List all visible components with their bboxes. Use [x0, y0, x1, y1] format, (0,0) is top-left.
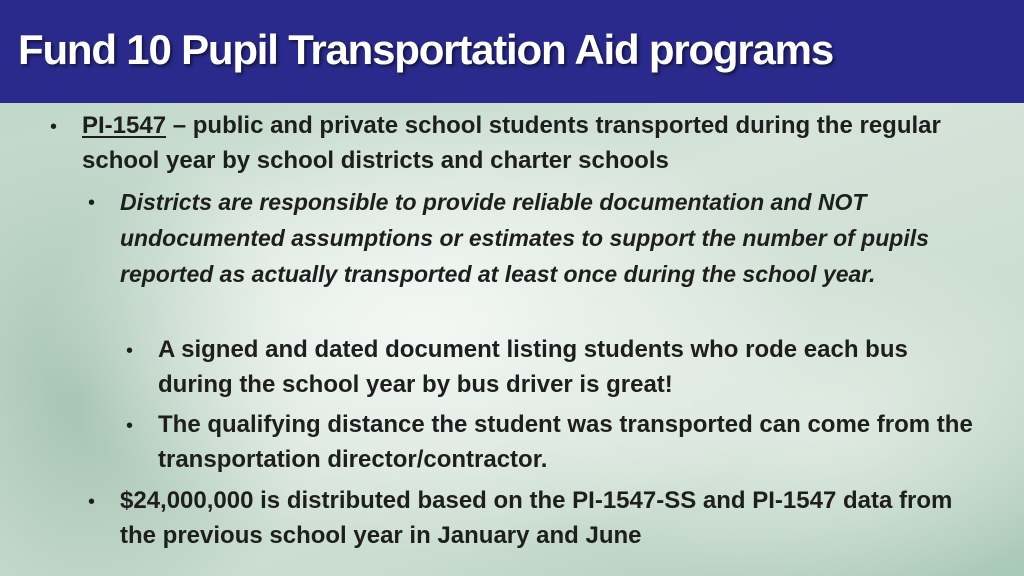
pi-1547-description: – public and private school students transported during the regular school year by school districts and charter schools — [82, 112, 941, 174]
pi-1547-code: PI-1547 — [82, 112, 167, 139]
bullet-dot-icon: • — [88, 192, 96, 214]
bullet-dot-icon: • — [126, 415, 134, 437]
title-bar — [0, 0, 1024, 103]
bullet-pi-1547 — [82, 108, 962, 178]
bullet-funding-distribution: $24,000,000 is distributed based on the PI-1547-SS and PI-1547 data from the previous school year in January and June — [120, 487, 953, 549]
bullet-signed-document: A signed and dated document listing students who rode each bus during the school year by bus driver is great! — [158, 336, 908, 398]
slide-title: Fund 10 Pupil Transportation Aid programs — [18, 26, 833, 73]
bullet-dot-icon: • — [88, 491, 96, 513]
bullet-documentation-requirement: Districts are responsible to provide reliable documentation and NOT undocumented assumptions or estimates to support the number of pupils reported as actually transported at least once during the school year. — [120, 189, 929, 287]
bullet-dot-icon: • — [126, 340, 134, 362]
bullet-dot-icon: • — [50, 116, 58, 138]
bullet-qualifying-distance: The qualifying distance the student was transported can come from the transportation director/contractor. — [158, 411, 973, 473]
